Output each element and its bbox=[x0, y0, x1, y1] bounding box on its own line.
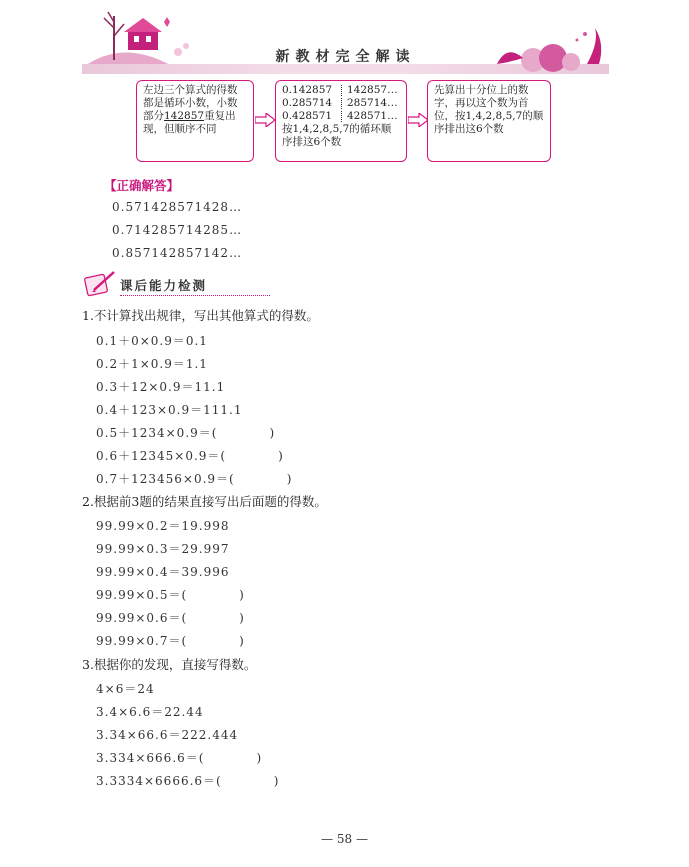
question-3-line: 3.334×666.6＝( ) bbox=[96, 751, 263, 765]
question-1-line: 0.7＋123456×0.9＝( ) bbox=[96, 472, 293, 486]
right-arrow-icon bbox=[408, 113, 428, 127]
flow-cell: 0.285714 bbox=[282, 97, 333, 109]
question-2-title: 2.根据前3题的结果直接写出后面题的得数。 bbox=[82, 494, 327, 509]
question-3-line: 3.3334×6666.6＝( ) bbox=[96, 774, 280, 788]
page-number: — 58 — bbox=[321, 832, 368, 846]
flow-cell: 285714… bbox=[347, 97, 398, 109]
question-1-line: 0.3＋12×0.9＝11.1 bbox=[96, 380, 226, 394]
question-3-line: 3.4×6.6＝22.44 bbox=[96, 705, 204, 719]
question-1-line: 0.4＋123×0.9＝111.1 bbox=[96, 403, 243, 417]
question-3-title: 3.根据你的发现，直接写得数。 bbox=[82, 657, 257, 672]
explanation-flowchart bbox=[136, 80, 556, 166]
flow-box-examples-tail: 按1,4,2,8,5,7的循环顺序排这6个数 bbox=[282, 123, 392, 148]
flow-box-observation-text: 左边三个算式的得数都是循环小数，小数部分 bbox=[143, 84, 238, 122]
header-title: 新教材完全解读 bbox=[275, 49, 416, 65]
flower-decoration-icon bbox=[449, 24, 609, 74]
right-arrow-icon bbox=[255, 113, 275, 127]
question-2-line: 99.99×0.7＝( ) bbox=[96, 634, 245, 648]
answer-line: 0.857142857142… bbox=[112, 246, 243, 260]
question-2-line: 99.99×0.6＝( ) bbox=[96, 611, 245, 625]
question-3-line: 3.34×66.6＝222.444 bbox=[96, 728, 239, 742]
flow-row bbox=[282, 97, 400, 110]
flow-box-observation bbox=[136, 80, 254, 162]
question-1-title: 1.不计算找出规律，写出其他算式的得数。 bbox=[82, 308, 319, 323]
flow-box-method: 先算出十分位上的数字，再以这个数为首位，按1,4,2,8,5,7的顺序排出这6个数 bbox=[427, 80, 551, 162]
pencil-notebook-icon bbox=[84, 268, 118, 298]
flow-cell: 0.142857 bbox=[282, 84, 333, 96]
question-3-line: 4×6＝24 bbox=[96, 682, 155, 696]
flow-cell: 428571… bbox=[347, 110, 398, 122]
flow-box-examples bbox=[275, 80, 407, 162]
question-2-line: 99.99×0.4＝39.996 bbox=[96, 565, 230, 579]
question-2-line: 99.99×0.5＝( ) bbox=[96, 588, 245, 602]
flow-row bbox=[282, 84, 400, 97]
page-header bbox=[82, 8, 609, 76]
section-underline bbox=[120, 295, 270, 296]
question-1-line: 0.6＋12345×0.9＝( ) bbox=[96, 449, 284, 463]
answer-heading: 【正确解答】 bbox=[104, 178, 180, 193]
section-header bbox=[84, 268, 208, 302]
question-2-line: 99.99×0.2＝19.998 bbox=[96, 519, 230, 533]
flow-box-observation-tail: 重复出现，但顺序不同 bbox=[143, 110, 236, 135]
question-1-line: 0.2＋1×0.9＝1.1 bbox=[96, 357, 208, 371]
flow-cell: 142857… bbox=[347, 84, 398, 96]
flow-box-highlight: 142857 bbox=[164, 110, 205, 122]
question-1-line: 0.1＋0×0.9＝0.1 bbox=[96, 334, 208, 348]
section-title: 课后能力检测 bbox=[120, 278, 208, 293]
answer-line: 0.714285714285… bbox=[112, 223, 243, 237]
answer-line: 0.571428571428… bbox=[112, 200, 243, 214]
flow-row bbox=[282, 110, 400, 123]
flow-cell: 0.428571 bbox=[282, 110, 333, 122]
question-2-line: 99.99×0.3＝29.997 bbox=[96, 542, 230, 556]
question-1-line: 0.5＋1234×0.9＝( ) bbox=[96, 426, 276, 440]
